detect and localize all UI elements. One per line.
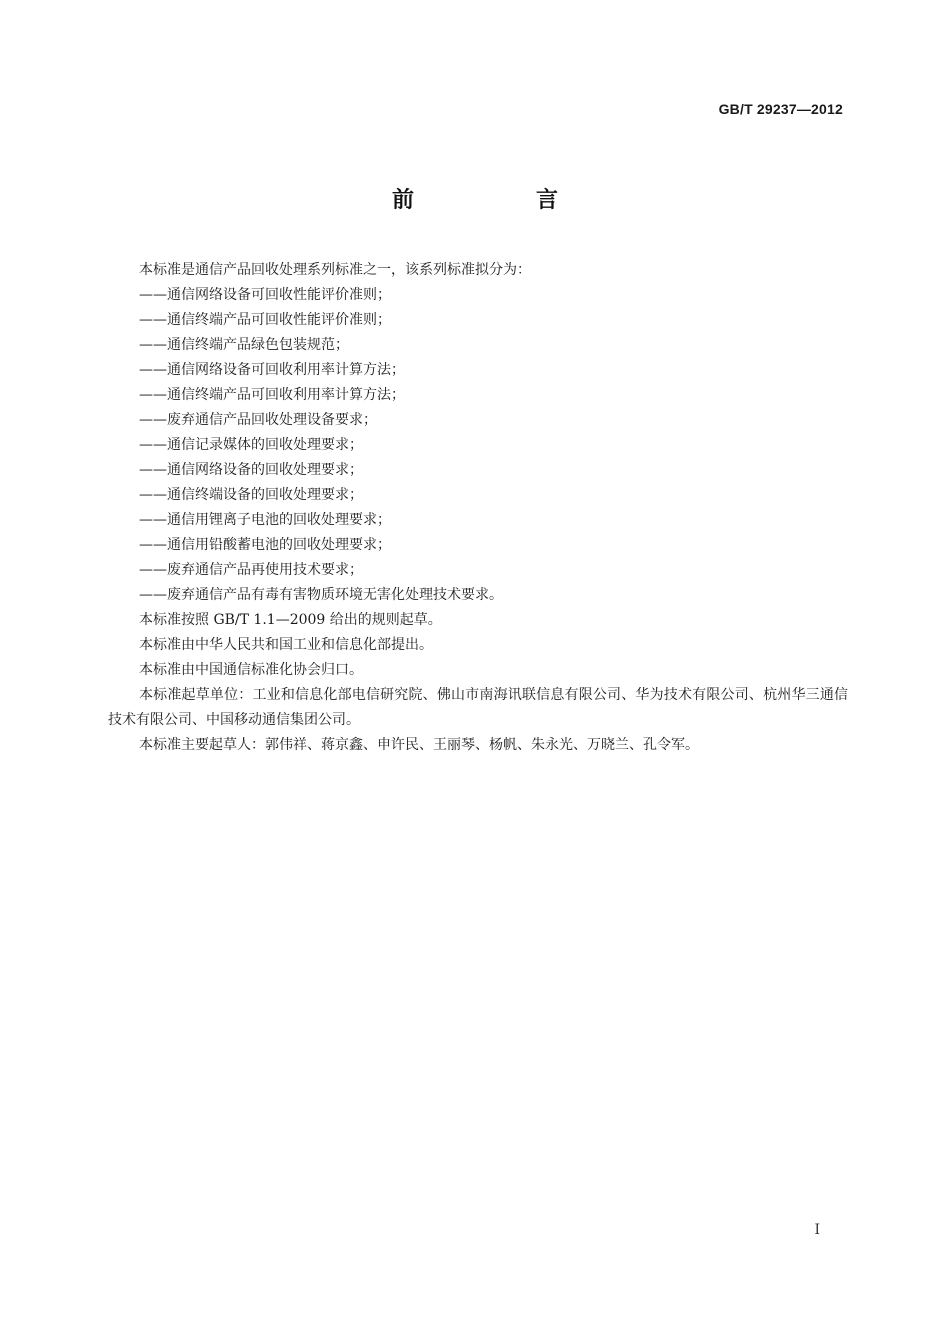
list-item: ——通信用锂离子电池的回收处理要求； bbox=[139, 512, 391, 528]
list-item: ——通信网络设备的回收处理要求； bbox=[139, 462, 363, 478]
page-number: I bbox=[814, 1222, 820, 1238]
list-item: ——废弃通信产品有毒有害物质环境无害化处理技术要求。 bbox=[139, 587, 503, 603]
paragraph-drafting-units: 本标准起草单位：工业和信息化部电信研究院、佛山市南海讯联信息有限公司、华为技术有限公司、杭州华三通信技术有限公司、中国移动通信集团公司。 bbox=[108, 687, 848, 728]
paragraph-drafting-rules: 本标准按照 GB/T 1.1—2009 给出的规则起草。 bbox=[139, 612, 442, 628]
list-item: ——废弃通信产品回收处理设备要求； bbox=[139, 412, 377, 428]
page-title: 前 言 bbox=[391, 188, 608, 213]
list-item: ——通信终端产品绿色包装规范； bbox=[139, 337, 349, 353]
list-item: ——通信终端产品可回收性能评价准则； bbox=[139, 312, 391, 328]
foreword-body bbox=[108, 258, 848, 758]
list-item: ——通信网络设备可回收性能评价准则； bbox=[139, 287, 391, 303]
list-item: ——通信用铅酸蓄电池的回收处理要求； bbox=[139, 537, 391, 553]
list-item: ——通信记录媒体的回收处理要求； bbox=[139, 437, 363, 453]
paragraph-proposer: 本标准由中华人民共和国工业和信息化部提出。 bbox=[139, 637, 433, 653]
list-item: ——通信终端设备的回收处理要求； bbox=[139, 487, 363, 503]
paragraph-intro: 本标准是通信产品回收处理系列标准之一，该系列标准拟分为： bbox=[139, 262, 531, 278]
list-item: ——通信网络设备可回收利用率计算方法； bbox=[139, 362, 405, 378]
paragraph-drafters: 本标准主要起草人：郭伟祥、蒋京鑫、申许民、王丽琴、杨帆、朱永光、万晓兰、孔令军。 bbox=[139, 737, 699, 753]
paragraph-centralized-unit: 本标准由中国通信标准化协会归口。 bbox=[139, 662, 363, 678]
list-item: ——废弃通信产品再使用技术要求； bbox=[139, 562, 363, 578]
standard-code: GB/T 29237—2012 bbox=[718, 101, 843, 117]
list-item: ——通信终端产品可回收利用率计算方法； bbox=[139, 387, 405, 403]
